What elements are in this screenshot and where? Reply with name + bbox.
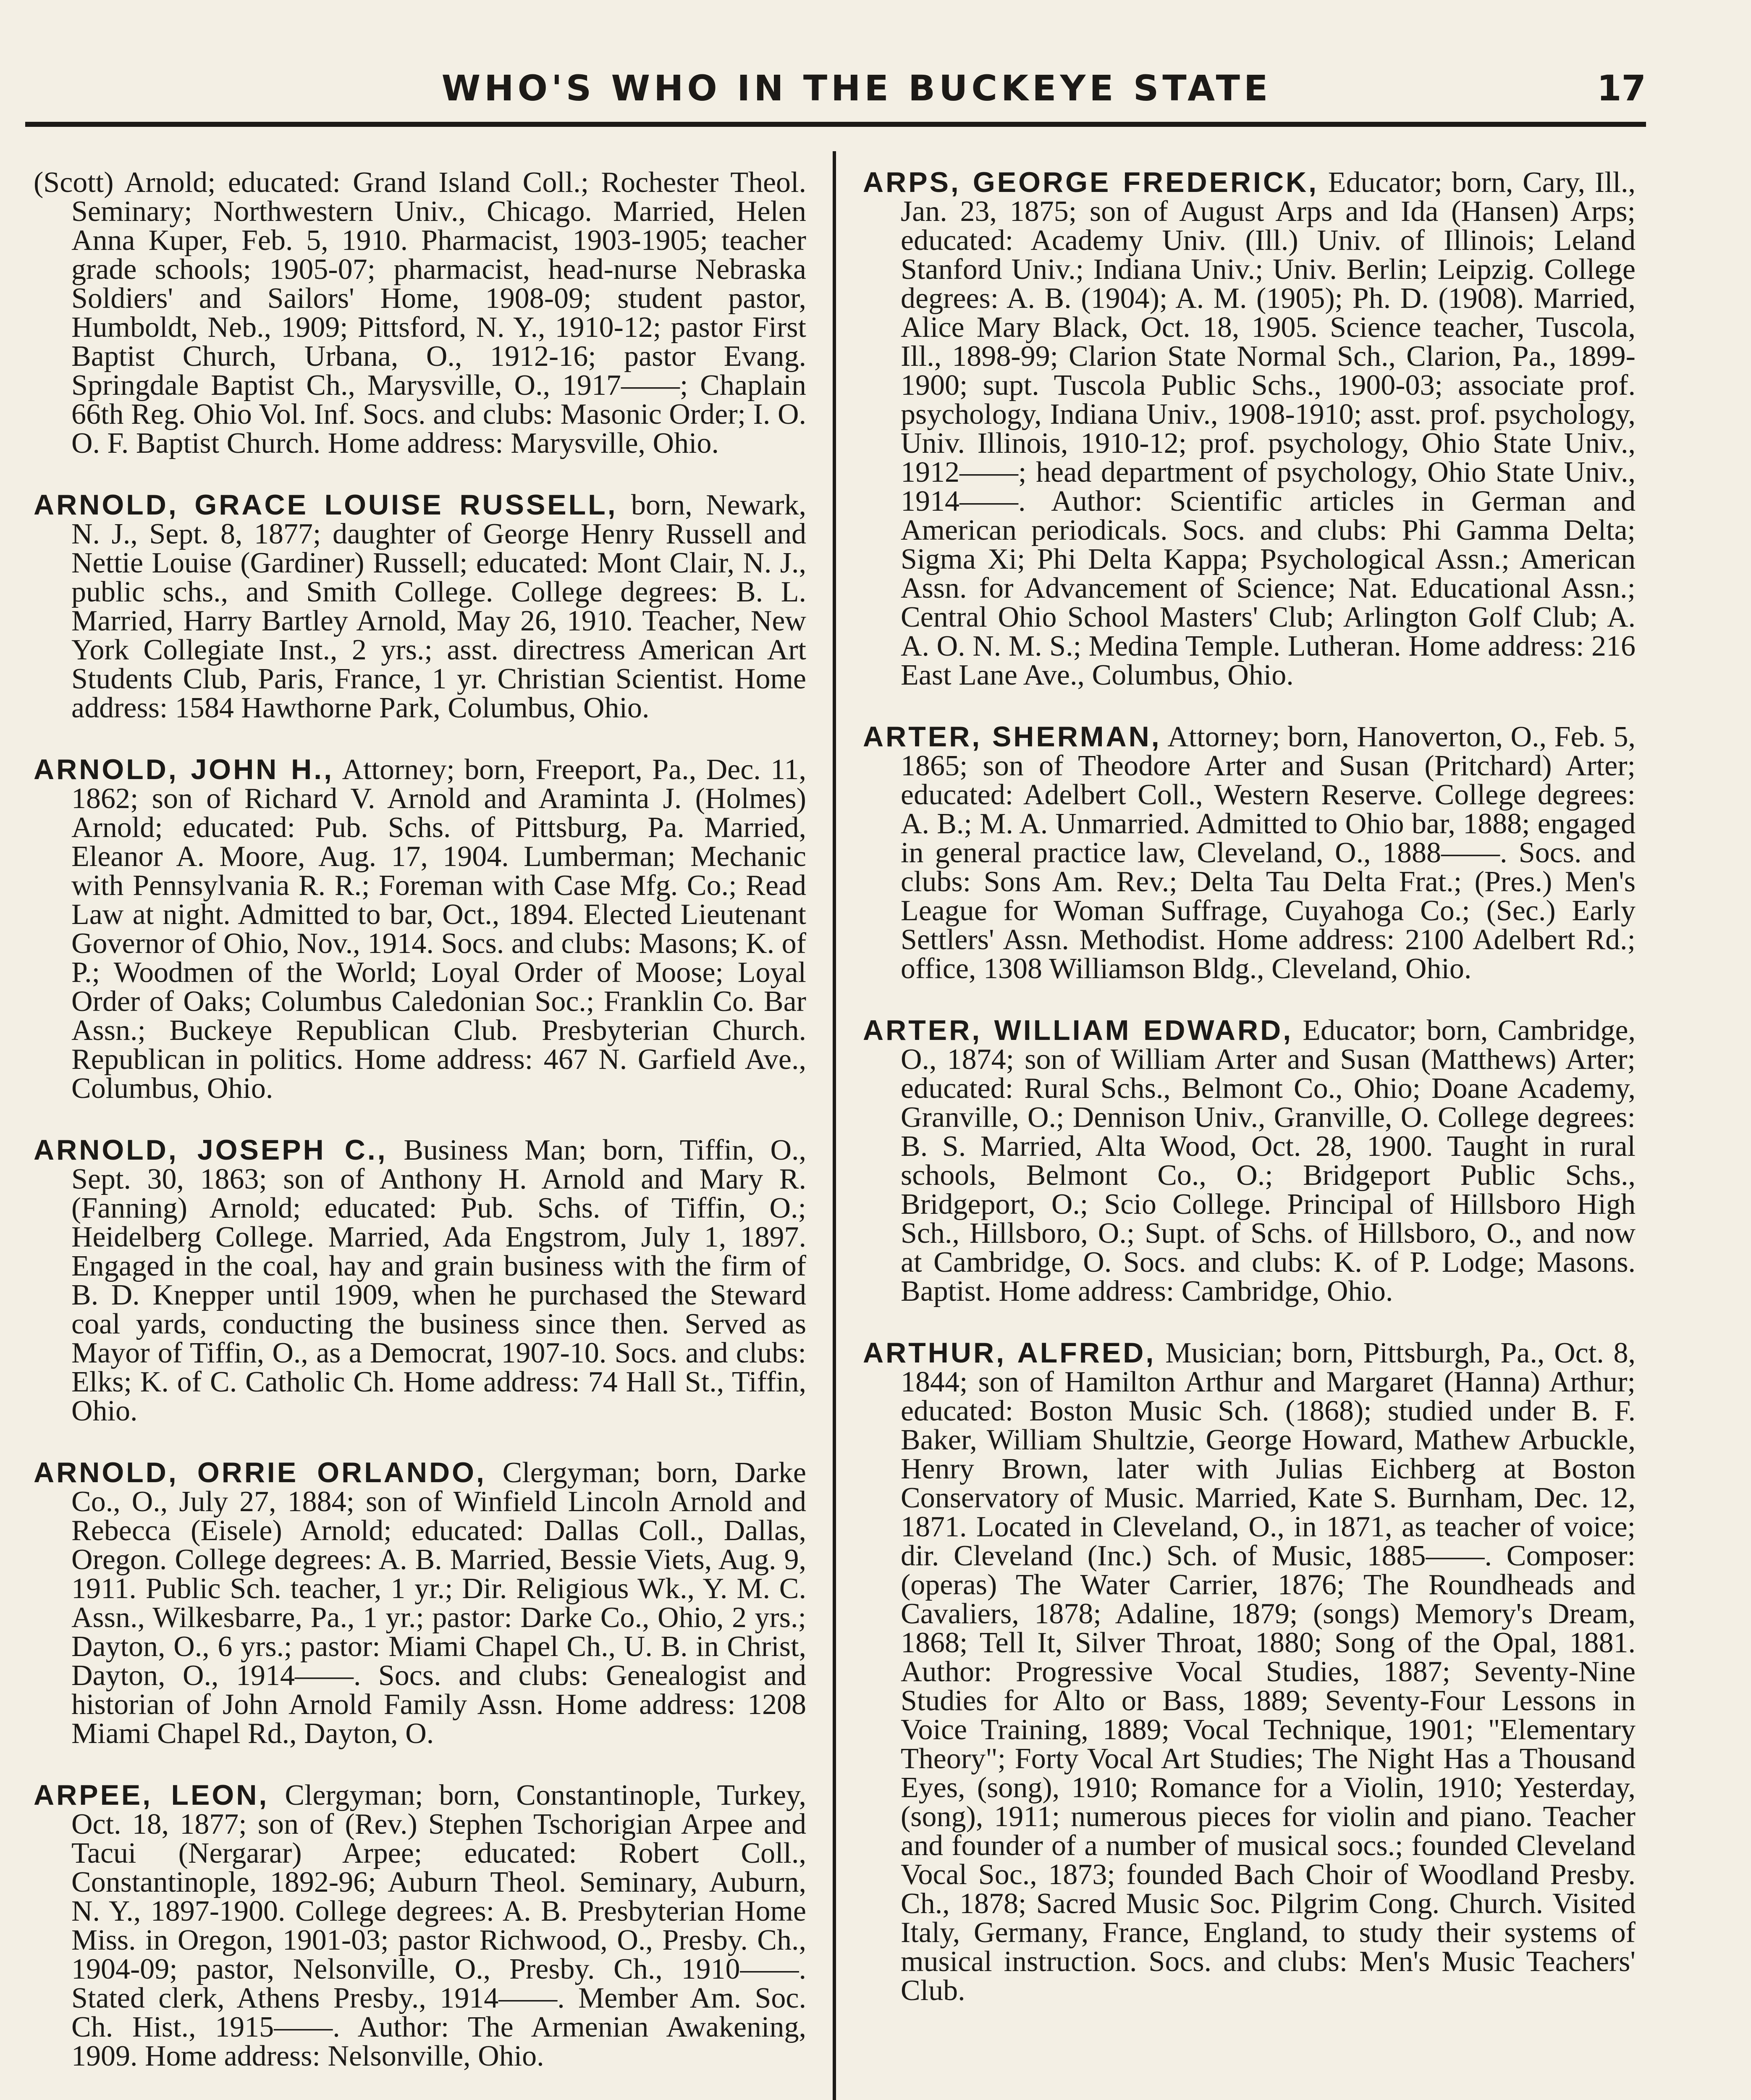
biography-entry — [863, 168, 1636, 690]
entry-text: (Scott) Arnold; educated: Grand Island Coll.; Rochester Theol. Seminary; Northwestern Univ., Chicago. Married, Helen Anna Kuper, Feb. 5, 1910. Pharmacist, 1903-1905; teacher grade schools; 1905-07; pharmacist, head-nurse Nebraska Soldiers' and Sailors' Home, 1908-09; student pastor, Humboldt, Neb., 1909; Pittsford, N. Y., 1910-12; pastor First Baptist Church, Urbana, O., 1912-16; pastor Evang. Springdale Baptist Ch., Marysville, O., 1917——; Chaplain 66th Reg. Ohio Vol. Inf. Socs. and clubs: Masonic Order; I. O. O. F. Baptist Church. Home address: Marysville, Ohio. — [34, 168, 806, 459]
left-column — [34, 168, 806, 2100]
entry-name: ARTER, SHERMAN, — [863, 721, 1161, 753]
biography-entry — [863, 1339, 1636, 2005]
biography-entry — [863, 722, 1636, 983]
header-rule — [25, 122, 1646, 127]
biography-entry — [863, 1016, 1636, 1306]
entry-name: ARNOLD, JOSEPH C., — [34, 1134, 388, 1166]
biography-entry — [34, 755, 806, 1103]
entry-name: ARNOLD, ORRIE ORLANDO, — [34, 1457, 486, 1488]
entry-name: ARPS, GEORGE FREDERICK, — [863, 168, 1319, 198]
entry-text: Educator; born, Cary, Ill., Jan. 23, 1875; son of August Arps and Ida (Hansen) Arps; educated: Academy Univ. (Ill.) Univ. of Illinois; Leland Stanford Univ.; Indiana Univ.; Univ. Berlin; Leipzig. College degrees: A. B. (1904); A. M. (1905); Ph. D. (1908). Married, Alice Mary Black, Oct. 18, 1905. Science teacher, Tuscola, Ill., 1898-99; Clarion State Normal Sch., Clarion, Pa., 1899-1900; supt. Tuscola Public Schs., 1900-03; associate prof. psychology, Indiana Univ., 1908-1910; asst. prof. psychology, Univ. Illinois, 1910-12; prof. psychology, Ohio State Univ., 1912——; head department of psychology, Ohio State Univ., 1914——. Author: Scientific articles in German and American periodicals. Socs. and clubs: Phi Gamma Delta; Sigma Xi; Phi Delta Kappa; Psychological Assn.; American Assn. for Advancement of Science; Nat. Educational Assn.; Central Ohio School Masters' Club; Arlington Golf Club; A. A. O. N. M. S.; Medina Temple. Lutheran. Home address: 216 East Lane Ave., Columbus, Ohio. — [901, 168, 1636, 691]
running-title: WHO'S WHO IN THE BUCKEYE STATE — [441, 68, 1272, 109]
entry-name: ARTER, WILLIAM EDWARD, — [863, 1014, 1293, 1046]
biography-entry — [34, 168, 806, 458]
biography-entry — [34, 1458, 806, 1748]
entry-text: Clergyman; born, Constantinople, Turkey, Oct. 18, 1877; son of (Rev.) Stephen Tschorigian Arpee and Tacui (Nergarar) Arpee; educated: Robert Coll., Constantinople, 1892-96; Auburn Theol. Seminary, Auburn, N. Y., 1897-1900. College degrees: A. B. Presbyterian Home Miss. in Oregon, 1901-03; pastor Richwood, O., Presby. Ch., 1904-09; pastor, Nelsonville, O., Presby. Ch., 1910——. Stated clerk, Athens Presby., 1914——. Member Am. Soc. Ch. Hist., 1915——. Author: The Armenian Awakening, 1909. Home address: Nelsonville, Ohio. — [71, 1779, 806, 2072]
entry-text: Clergyman; born, Darke Co., O., July 27, 1884; son of Winfield Lincoln Arnold and Rebecca (Eisele) Arnold; educated: Dallas Coll., Dallas, Oregon. College degrees: A. B. Married, Bessie Viets, Aug. 9, 1911. Public Sch. teacher, 1 yr.; Dir. Religious Wk., Y. M. C. Assn., Wilkesbarre, Pa., 1 yr.; pastor: Darke Co., Ohio, 2 yrs.; Dayton, O., 6 yrs.; pastor: Miami Chapel Ch., U. B. in Christ, Dayton, O., 1914——. Socs. and clubs: Genealogist and historian of John Arnold Family Assn. Home address: 1208 Miami Chapel Rd., Dayton, O. — [71, 1457, 806, 1750]
biography-entry — [34, 1136, 806, 1425]
entry-text: born, Newark, N. J., Sept. 8, 1877; daughter of George Henry Russell and Nettie Louise (Gardiner) Russell; educated: Mont Clair, N. J., public schs., and Smith College. College degrees: B. L. Married, Harry Bartley Arnold, May 26, 1910. Teacher, New York Collegiate Inst., 2 yrs.; asst. directress American Art Students Club, Paris, France, 1 yr. Christian Scientist. Home address: 1584 Hawthorne Park, Columbus, Ohio. — [71, 489, 806, 724]
entry-text: Business Man; born, Tiffin, O., Sept. 30, 1863; son of Anthony H. Arnold and Mary R. (Fanning) Arnold; educated: Pub. Schs. of Tiffin, O.; Heidelberg College. Married, Ada Engstrom, July 1, 1897. Engaged in the coal, hay and grain business with the firm of B. D. Knepper until 1909, when he purchased the Steward coal yards, conducting the business since then. Served as Mayor of Tiffin, O., as a Democrat, 1907-10. Socs. and clubs: Elks; K. of C. Catholic Ch. Home address: 74 Hall St., Tiffin, Ohio. — [71, 1134, 806, 1427]
page-number: 17 — [1597, 68, 1646, 109]
entry-text: Musician; born, Pittsburgh, Pa., Oct. 8, 1844; son of Hamilton Arthur and Margaret (Hanna) Arthur; educated: Boston Music Sch. (1868); studied under B. F. Baker, William Shultzie, George Howard, Mathew Arbuckle, Henry Brown, later with Julias Eichberg at Boston Conservatory of Music. Married, Kate S. Burnham, Dec. 12, 1871. Located in Cleveland, O., in 1871, as teacher of voice; dir. Cleveland (Inc.) Sch. of Music, 1885——. Composer: (operas) The Water Carrier, 1876; The Roundheads and Cavaliers, 1878; Adaline, 1879; (songs) Memory's Dream, 1868; Tell It, Silver Throat, 1880; Song of the Opal, 1881. Author: Progressive Vocal Studies, 1887; Seventy-Nine Studies for Alto or Bass, 1889; Seventy-Four Lessons in Voice Training, 1889; Vocal Technique, 1901; "Elementary Theory"; Forty Vocal Art Studies; The Night Has a Thousand Eyes, (song), 1910; Romance for a Violin, 1910; Yesterday, (song), 1911; numerous pieces for violin and piano. Teacher and founder of a number of musical socs.; founded Cleveland Vocal Soc., 1873; founded Bach Choir of Woodland Presby. Ch., 1878; Sacred Music Soc. Pilgrim Cong. Church. Visited Italy, Germany, France, England, to study their systems of musical instruction. Socs. and clubs: Men's Music Teachers' Club. — [901, 1337, 1636, 2007]
entry-name: ARNOLD, JOHN H., — [34, 753, 334, 785]
column-divider — [833, 151, 836, 2100]
entry-text: Educator; born, Cambridge, O., 1874; son of William Arter and Susan (Matthews) Arter; educated: Rural Schs., Belmont Co., Ohio; Doane Academy, Granville, O.; Dennison Univ., Granville, O. College degrees: B. S. Married, Alta Wood, Oct. 28, 1900. Taught in rural schools, Belmont Co., O.; Bridgeport Public Schs., Bridgeport, O.; Scio College. Principal of Hillsboro High Sch., Hillsboro, O.; Supt. of Schs. of Hillsboro, O., and now at Cambridge, O. Socs. and clubs: K. of P. Lodge; Masons. Baptist. Home address: Cambridge, Ohio. — [901, 1014, 1636, 1307]
entry-name: ARPEE, LEON, — [34, 1779, 269, 1811]
biography-entry — [34, 491, 806, 722]
entry-text: Attorney; born, Freeport, Pa., Dec. 11, 1862; son of Richard V. Arnold and Araminta J. (Holmes) Arnold; educated: Pub. Schs. of Pittsburg, Pa. Married, Eleanor A. Moore, Aug. 17, 1904. Lumberman; Mechanic with Pennsylvania R. R.; Foreman with Case Mfg. Co.; Read Law at night. Admitted to bar, Oct., 1894. Elected Lieutenant Governor of Ohio, Nov., 1914. Socs. and clubs: Masons; K. of P.; Woodmen of the World; Loyal Order of Moose; Loyal Order of Oaks; Columbus Caledonian Soc.; Franklin Co. Bar Assn.; Buckeye Republican Club. Presbyterian Church. Republican in politics. Home address: 467 N. Garfield Ave., Columbus, Ohio. — [71, 753, 806, 1105]
biography-entry — [34, 1781, 806, 2071]
entry-name: ARNOLD, GRACE LOUISE RUSSELL, — [34, 489, 618, 521]
page-header — [25, 63, 1646, 113]
entry-name: ARTHUR, ALFRED, — [863, 1337, 1156, 1369]
entry-text: Attorney; born, Hanoverton, O., Feb. 5, 1865; son of Theodore Arter and Susan (Pritchard) Arter; educated: Adelbert Coll., Western Reserve. College degrees: A. B.; M. A. Unmarried. Admitted to Ohio bar, 1888; engaged in general practice law, Cleveland, O., 1888——. Socs. and clubs: Sons Am. Rev.; Delta Tau Delta Frat.; (Pres.) Men's League for Woman Suffrage, Cuyahoga Co.; (Sec.) Early Settlers' Assn. Methodist. Home address: 2100 Adelbert Rd.; office, 1308 Williamson Bldg., Cleveland, Ohio. — [901, 721, 1636, 985]
right-column — [863, 168, 1636, 2100]
